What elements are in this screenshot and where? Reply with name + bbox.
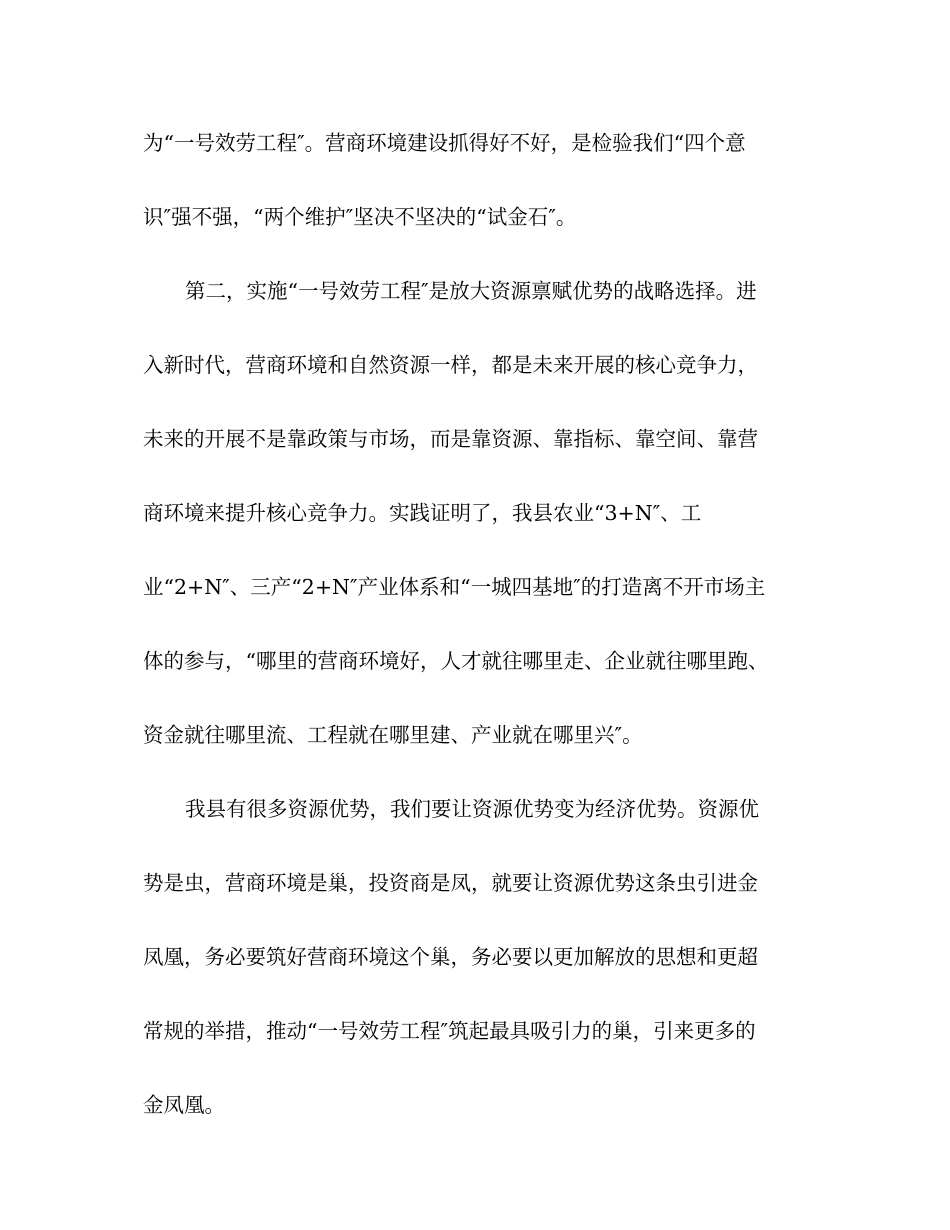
text-line: 识″强不强，“两个维护″坚决不坚决的“试金石″。 [143,205,577,229]
text-line: 常规的举措，推动“一号效劳工程″筑起最具吸引力的巢，引来更多的 [143,1019,756,1043]
paragraph-start-line: 我县有很多资源优势，我们要让资源优势变为经济优势。资源优 [185,797,759,821]
text-line: 业“2+N″、三产“2+N″产业体系和“一城四基地″的打造离不开市场主 [143,575,766,599]
text-line: 凤凰，务必要筑好营商环境这个巢，务必要以更加解放的思想和更超 [143,945,758,969]
text-line: 金凤凰。 [143,1093,225,1117]
text-line: 未来的开展不是靠政策与市场，而是靠资源、靠指标、靠空间、靠营 [143,427,758,451]
text-line: 为“一号效劳工程″。营商环境建设抓得好不好，是检验我们“四个意 [143,131,746,155]
text-line: 商环境来提升核心竞争力。实践证明了，我县农业“3+N″、工 [143,501,702,525]
text-line: 入新时代，营商环境和自然资源一样，都是未来开展的核心竞争力， [143,353,758,377]
text-line: 体的参与，“哪里的营商环境好，人才就往哪里走、企业就往哪里跑、 [143,649,769,673]
text-line: 资金就往哪里流、工程就在哪里建、产业就在哪里兴″。 [143,723,643,747]
paragraph-start-line: 第二，实施“一号效劳工程″是放大资源禀赋优势的战略选择。进 [185,279,757,303]
text-line: 势是虫，营商环境是巢，投资商是凤，就要让资源优势这条虫引进金 [143,871,758,895]
